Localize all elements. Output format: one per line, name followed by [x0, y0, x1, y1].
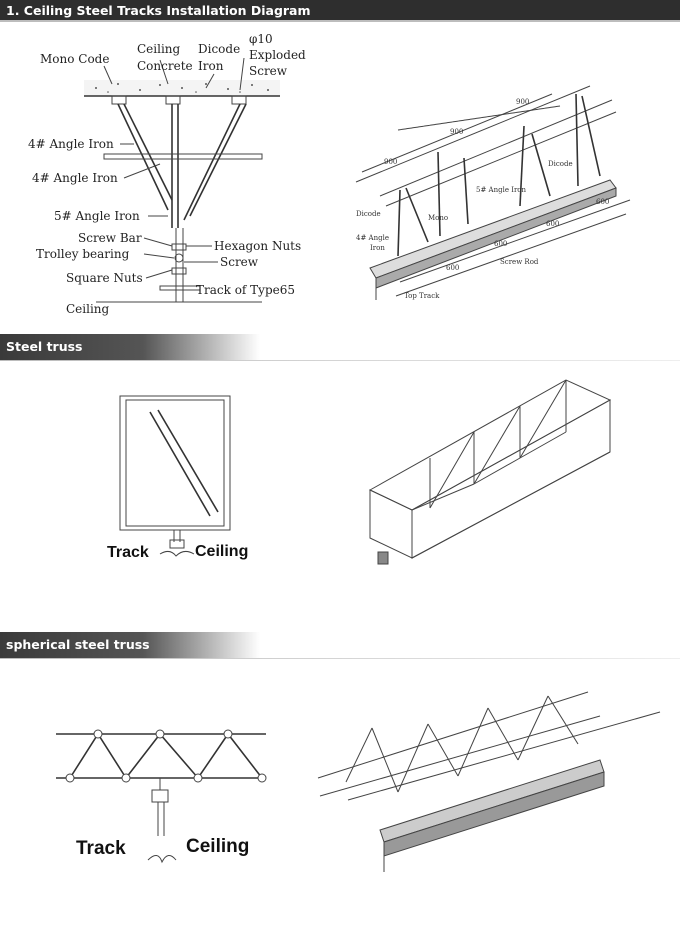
label-dicode-b: Dicode: [356, 210, 381, 218]
label-trolley-bearing: Trolley bearing: [36, 247, 130, 261]
dim-900-b: 900: [450, 128, 464, 136]
label-square-nuts: Square Nuts: [66, 271, 143, 285]
dim-600-b: 600: [546, 220, 560, 228]
label-angle4-b: 4# Angle Iron: [32, 171, 118, 185]
dim-600-a: 600: [596, 198, 610, 206]
spherical-truss-perspective-diagram: [318, 692, 660, 872]
label-screw: Screw: [220, 255, 259, 269]
dim-900-a: 900: [516, 98, 530, 106]
label-mono: Mono: [428, 214, 449, 222]
label-hexagon-nuts: Hexagon Nuts: [214, 239, 302, 253]
label-dicode: Dicode: [198, 42, 241, 56]
section-title-spherical-steel-truss: spherical steel truss: [0, 632, 260, 658]
label-exploded: Exploded: [249, 48, 306, 62]
section-title-installation: 1. Ceiling Steel Tracks Installation Diagram: [0, 0, 680, 22]
label-angle4-a: 4# Angle Iron: [28, 137, 114, 151]
steel-truss-perspective-diagram: [370, 380, 610, 564]
installation-section-diagram: [28, 32, 306, 316]
label-phi10: φ10: [249, 32, 273, 46]
label-track-type65: Track of Type65: [196, 283, 296, 297]
label-iron: Iron: [198, 59, 224, 73]
label-top-track: Top Track: [404, 292, 440, 300]
label-ceiling-bottom: Ceiling: [66, 302, 110, 316]
label-mono-code: Mono Code: [40, 52, 110, 66]
steel-truss-section-diagram: [107, 396, 248, 561]
section-title-steel-truss: Steel truss: [0, 334, 260, 360]
label-screw-rod: Screw Rod: [500, 258, 539, 266]
label-screw-bar: Screw Bar: [78, 231, 142, 245]
installation-perspective-diagram: [356, 86, 630, 300]
label-track-truss: Track: [107, 544, 149, 561]
dim-900-c: 900: [384, 158, 398, 166]
label-ceiling-spherical: Ceiling: [186, 836, 250, 857]
label-screw-top: Screw: [249, 64, 288, 78]
label-dicode-a: Dicode: [548, 160, 573, 168]
label-ceiling-truss: Ceiling: [195, 543, 249, 560]
label-angle5-p: 5# Angle Iron: [476, 186, 527, 194]
label-iron-p: Iron: [370, 244, 385, 252]
label-track-spherical: Track: [76, 838, 126, 859]
label-ceiling-top: Ceiling: [137, 42, 181, 56]
dim-600-c: 600: [494, 240, 508, 248]
spherical-truss-section-diagram: [56, 730, 266, 862]
label-angle4-p: 4# Angle: [356, 234, 389, 242]
dim-600-d: 600: [446, 264, 460, 272]
label-concrete: Concrete: [137, 59, 193, 73]
label-angle5: 5# Angle Iron: [54, 209, 140, 223]
